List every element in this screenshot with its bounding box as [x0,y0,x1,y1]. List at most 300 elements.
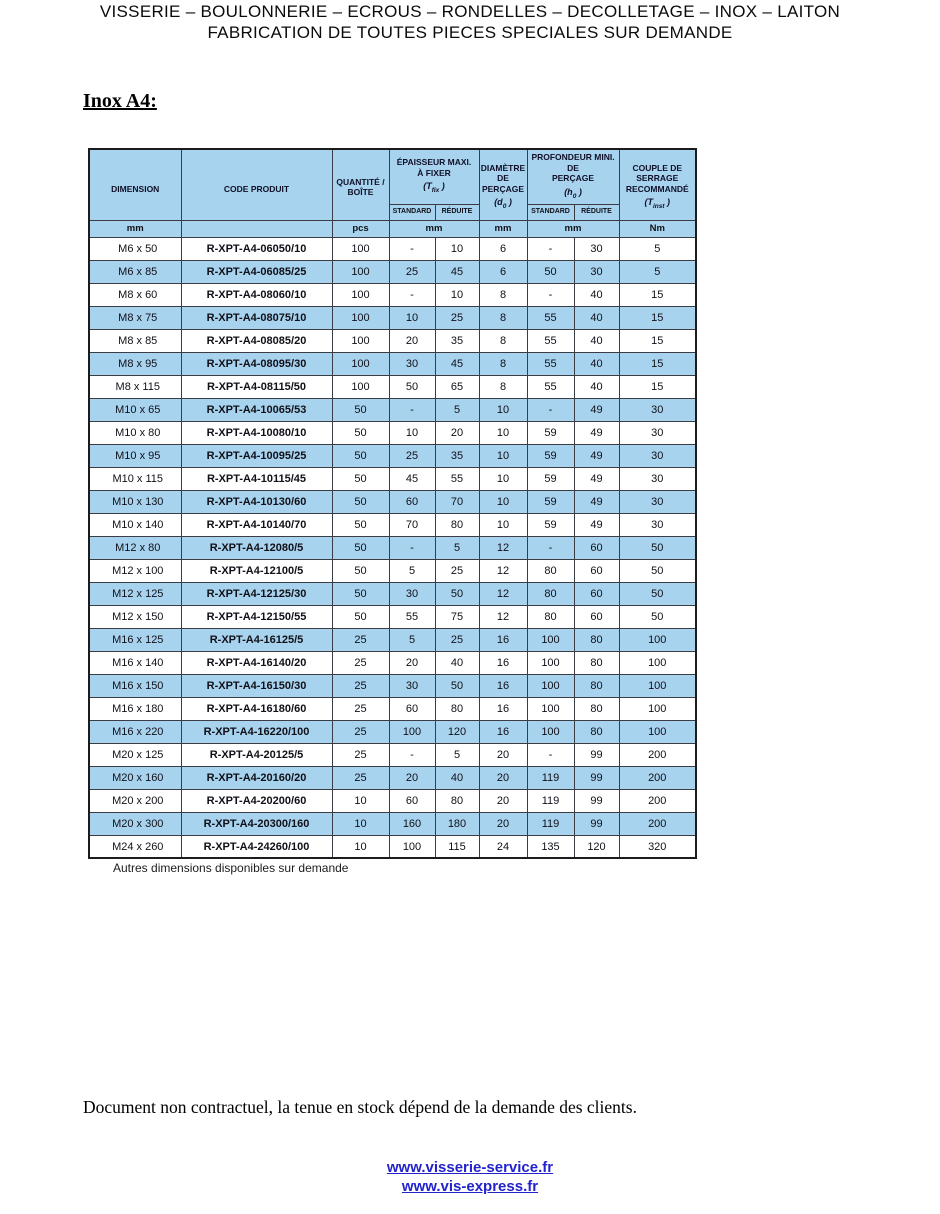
cell-value: 8 [479,329,527,352]
cell-value: 10 [332,789,389,812]
cell-value: 100 [527,674,574,697]
cell-value: 80 [527,582,574,605]
cell-value: 8 [479,352,527,375]
cell-value: 50 [435,582,479,605]
cell-value: 100 [619,697,696,720]
cell-value: 10 [389,306,435,329]
cell-value: 6 [479,260,527,283]
cell-value: 25 [332,743,389,766]
cell-value: - [389,536,435,559]
unit-diametre: mm [479,220,527,237]
table-row [89,812,696,835]
cell-dimension: M12 x 150 [89,605,181,628]
product-table [88,148,697,859]
cell-value: 59 [527,467,574,490]
cell-value: 55 [527,329,574,352]
cell-dimension: M10 x 95 [89,444,181,467]
cell-value: 50 [527,260,574,283]
table-row [89,490,696,513]
cell-value: 75 [435,605,479,628]
cell-value: 20 [479,743,527,766]
cell-value: - [527,398,574,421]
cell-value: 70 [389,513,435,536]
cell-value: 50 [332,536,389,559]
col-header-profondeur: PROFONDEUR MINI. DE PERÇAGE ($h_0$ ) [527,149,619,204]
unit-profondeur: mm [527,220,619,237]
unit-dimension: mm [89,220,181,237]
cell-value: 15 [619,329,696,352]
cell-value: 55 [527,306,574,329]
table-row [89,306,696,329]
cell-value: 5 [389,559,435,582]
cell-value: 20 [479,812,527,835]
table-row [89,582,696,605]
cell-value: 50 [332,605,389,628]
cell-value: 20 [435,421,479,444]
cell-value: 40 [574,329,619,352]
table-row [89,720,696,743]
cell-value: 100 [389,720,435,743]
formula-h0: ($h_0$ ) [564,186,582,200]
cell-dimension: M8 x 85 [89,329,181,352]
page-header [0,1,940,43]
cell-value: 25 [332,697,389,720]
cell-dimension: M16 x 150 [89,674,181,697]
cell-dimension: M20 x 200 [89,789,181,812]
cell-value: 50 [619,605,696,628]
cell-value: 65 [435,375,479,398]
cell-value: 15 [619,283,696,306]
cell-value: 115 [435,835,479,858]
cell-value: 55 [527,375,574,398]
cell-value: 60 [574,582,619,605]
cell-dimension: M10 x 65 [89,398,181,421]
link-visserie-service[interactable]: www.visserie-service.fr [386,1159,554,1176]
cell-value: 50 [332,513,389,536]
cell-dimension: M16 x 220 [89,720,181,743]
cell-value: 59 [527,421,574,444]
cell-value: 49 [574,398,619,421]
cell-value: 100 [527,628,574,651]
cell-code-produit: R-XPT-A4-12100/5 [181,559,332,582]
cell-value: 10 [332,812,389,835]
cell-value: 10 [479,513,527,536]
unit-couple: Nm [619,220,696,237]
cell-code-produit: R-XPT-A4-20300/160 [181,812,332,835]
cell-value: 30 [389,582,435,605]
cell-value: 20 [389,766,435,789]
formula-d0: ($d_0$ ) [494,197,512,210]
cell-value: 200 [619,766,696,789]
table-row [89,766,696,789]
cell-dimension: M12 x 125 [89,582,181,605]
cell-value: 10 [479,444,527,467]
cell-value: 25 [332,651,389,674]
cell-value: 100 [619,628,696,651]
cell-value: 16 [479,720,527,743]
table-row [89,651,696,674]
cell-code-produit: R-XPT-A4-12150/55 [181,605,332,628]
cell-value: 70 [435,490,479,513]
cell-dimension: M10 x 80 [89,421,181,444]
cell-value: 50 [332,559,389,582]
cell-value: 16 [479,651,527,674]
footer-links [0,1158,940,1196]
cell-value: 50 [332,444,389,467]
cell-value: 135 [527,835,574,858]
col-header-couple: COUPLE DE SERRAGE RECOMMANDÉ ($T_{inst}$ ) [619,149,696,220]
cell-value: 50 [435,674,479,697]
cell-value: 20 [479,789,527,812]
cell-value: 80 [574,651,619,674]
cell-value: 30 [619,467,696,490]
cell-value: 80 [527,605,574,628]
cell-value: 60 [389,490,435,513]
section-title: Inox A4: [83,90,157,112]
cell-dimension: M10 x 130 [89,490,181,513]
table-row [89,835,696,858]
cell-code-produit: R-XPT-A4-08075/10 [181,306,332,329]
cell-value: 49 [574,467,619,490]
cell-value: 119 [527,789,574,812]
cell-dimension: M6 x 85 [89,260,181,283]
cell-value: 30 [574,260,619,283]
cell-value: 25 [332,720,389,743]
cell-value: 120 [435,720,479,743]
cell-value: 40 [435,766,479,789]
page-header-line2: FABRICATION DE TOUTES PIECES SPECIALES SUR DEMANDE [207,23,733,42]
cell-dimension: M16 x 140 [89,651,181,674]
cell-value: 12 [479,536,527,559]
cell-value: 25 [435,306,479,329]
cell-value: 5 [619,237,696,260]
cell-value: 200 [619,743,696,766]
cell-value: 50 [619,582,696,605]
cell-code-produit: R-XPT-A4-08095/30 [181,352,332,375]
cell-value: 6 [479,237,527,260]
cell-value: 49 [574,444,619,467]
table-row [89,674,696,697]
cell-value: 50 [332,582,389,605]
cell-value: 80 [435,697,479,720]
table-row [89,536,696,559]
table-row [89,329,696,352]
cell-value: 40 [574,306,619,329]
disclaimer-text: Document non contractuel, la tenue en stock dépend de la demande des clients. [83,1097,637,1117]
cell-value: 45 [435,352,479,375]
table-row [89,467,696,490]
unit-quantite: pcs [332,220,389,237]
cell-value: - [389,398,435,421]
cell-value: 80 [435,789,479,812]
cell-value: 100 [332,375,389,398]
subcol-profondeur-reduite: RÉDUITE [574,204,619,220]
table-footnote: Autres dimensions disponibles sur demande [113,861,349,875]
cell-value: 55 [389,605,435,628]
cell-value: - [389,743,435,766]
cell-code-produit: R-XPT-A4-20200/60 [181,789,332,812]
cell-value: 10 [332,835,389,858]
cell-value: 100 [527,720,574,743]
cell-value: 200 [619,812,696,835]
cell-value: 49 [574,513,619,536]
cell-value: 24 [479,835,527,858]
cell-dimension: M8 x 115 [89,375,181,398]
cell-value: 35 [435,329,479,352]
cell-value: 5 [435,743,479,766]
table-row [89,444,696,467]
cell-value: 30 [619,513,696,536]
cell-value: 25 [389,260,435,283]
cell-value: 40 [435,651,479,674]
cell-dimension: M20 x 160 [89,766,181,789]
link-vis-express[interactable]: www.vis-express.fr [401,1178,539,1195]
cell-value: 59 [527,513,574,536]
cell-value: 99 [574,743,619,766]
cell-value: 100 [619,651,696,674]
cell-value: 100 [332,306,389,329]
cell-code-produit: R-XPT-A4-24260/100 [181,835,332,858]
cell-value: 20 [389,329,435,352]
cell-code-produit: R-XPT-A4-10080/10 [181,421,332,444]
cell-value: 10 [479,490,527,513]
table-row [89,421,696,444]
cell-dimension: M8 x 95 [89,352,181,375]
table-row [89,513,696,536]
page-header-line1: VISSERIE – BOULONNERIE – ECROUS – RONDELLES – DECOLLETAGE – INOX – LAITON [99,2,841,21]
subcol-epaisseur-reduite: RÉDUITE [435,204,479,220]
cell-value: 10 [389,421,435,444]
table-row [89,789,696,812]
cell-value: - [389,237,435,260]
cell-value: 50 [619,536,696,559]
cell-value: - [527,536,574,559]
cell-code-produit: R-XPT-A4-10065/53 [181,398,332,421]
cell-value: 60 [574,605,619,628]
cell-value: 45 [389,467,435,490]
cell-code-produit: R-XPT-A4-08115/50 [181,375,332,398]
cell-value: 99 [574,789,619,812]
cell-value: 12 [479,605,527,628]
cell-value: 20 [479,766,527,789]
cell-code-produit: R-XPT-A4-12080/5 [181,536,332,559]
subcol-profondeur-standard: STANDARD [527,204,574,220]
cell-value: 30 [619,398,696,421]
cell-value: 8 [479,283,527,306]
cell-value: 35 [435,444,479,467]
cell-value: 320 [619,835,696,858]
cell-value: 60 [574,536,619,559]
cell-dimension: M20 x 125 [89,743,181,766]
col-header-quantite-boite: QUANTITÉ / BOÎTE [332,149,389,220]
cell-value: 40 [574,375,619,398]
cell-value: 100 [527,697,574,720]
cell-value: 5 [389,628,435,651]
cell-value: 5 [435,398,479,421]
table-row [89,375,696,398]
table-row [89,283,696,306]
cell-value: 80 [574,674,619,697]
cell-value: 20 [389,651,435,674]
cell-value: 30 [389,674,435,697]
cell-value: 119 [527,766,574,789]
cell-dimension: M8 x 75 [89,306,181,329]
cell-value: 15 [619,375,696,398]
cell-value: 25 [332,674,389,697]
cell-value: 99 [574,812,619,835]
table-row [89,398,696,421]
cell-value: 30 [389,352,435,375]
cell-value: 25 [332,628,389,651]
cell-value: 30 [574,237,619,260]
cell-value: 8 [479,306,527,329]
cell-value: 10 [479,467,527,490]
cell-value: 50 [619,559,696,582]
cell-code-produit: R-XPT-A4-16140/20 [181,651,332,674]
cell-value: 10 [435,237,479,260]
table-row [89,605,696,628]
cell-value: 25 [435,628,479,651]
cell-value: 16 [479,674,527,697]
cell-value: 5 [619,260,696,283]
cell-code-produit: R-XPT-A4-10115/45 [181,467,332,490]
cell-dimension: M8 x 60 [89,283,181,306]
cell-value: - [527,743,574,766]
cell-value: 120 [574,835,619,858]
cell-value: 55 [435,467,479,490]
cell-value: - [527,237,574,260]
table-row [89,559,696,582]
cell-value: 100 [527,651,574,674]
cell-value: 50 [332,421,389,444]
cell-value: 16 [479,628,527,651]
cell-value: 50 [332,490,389,513]
cell-value: 30 [619,490,696,513]
cell-dimension: M10 x 140 [89,513,181,536]
formula-tfix: ($T_{fix}$ ) [423,181,445,195]
cell-code-produit: R-XPT-A4-06085/25 [181,260,332,283]
cell-value: 119 [527,812,574,835]
cell-code-produit: R-XPT-A4-10130/60 [181,490,332,513]
cell-dimension: M16 x 125 [89,628,181,651]
cell-value: 100 [332,352,389,375]
cell-code-produit: R-XPT-A4-08060/10 [181,283,332,306]
cell-value: 16 [479,697,527,720]
cell-code-produit: R-XPT-A4-16180/60 [181,697,332,720]
cell-value: 59 [527,444,574,467]
cell-value: 100 [332,329,389,352]
cell-value: 80 [574,628,619,651]
cell-dimension: M12 x 80 [89,536,181,559]
cell-value: 55 [527,352,574,375]
cell-code-produit: R-XPT-A4-06050/10 [181,237,332,260]
cell-value: 15 [619,352,696,375]
cell-value: 25 [435,559,479,582]
cell-value: 180 [435,812,479,835]
cell-value: 80 [435,513,479,536]
cell-value: 12 [479,582,527,605]
cell-value: 60 [389,789,435,812]
cell-code-produit: R-XPT-A4-16150/30 [181,674,332,697]
cell-dimension: M24 x 260 [89,835,181,858]
cell-code-produit: R-XPT-A4-12125/30 [181,582,332,605]
col-header-diametre: DIAMÈTRE DE PERÇAGE ($d_0$ ) [479,149,527,220]
cell-code-produit: R-XPT-A4-16125/5 [181,628,332,651]
table-row [89,628,696,651]
cell-value: 45 [435,260,479,283]
cell-value: 100 [332,237,389,260]
cell-value: 50 [332,467,389,490]
cell-value: 60 [574,559,619,582]
cell-value: 160 [389,812,435,835]
cell-value: 10 [479,398,527,421]
table-body [89,237,696,858]
cell-value: 8 [479,375,527,398]
cell-value: 15 [619,306,696,329]
table-row [89,352,696,375]
col-header-epaisseur: ÉPAISSEUR MAXI. À FIXER ($T_{fix}$ ) [389,149,479,204]
cell-value: 5 [435,536,479,559]
cell-value: 100 [619,674,696,697]
cell-value: 100 [332,260,389,283]
cell-value: 80 [527,559,574,582]
cell-value: 100 [619,720,696,743]
cell-value: 30 [619,421,696,444]
cell-value: 50 [389,375,435,398]
cell-value: 25 [332,766,389,789]
formula-tinst: ($T_{inst}$ ) [644,197,671,210]
cell-value: 100 [389,835,435,858]
cell-value: 30 [619,444,696,467]
cell-value: 49 [574,490,619,513]
cell-value: 10 [479,421,527,444]
cell-code-produit: R-XPT-A4-20125/5 [181,743,332,766]
cell-value: 25 [389,444,435,467]
unit-epaisseur: mm [389,220,479,237]
cell-dimension: M12 x 100 [89,559,181,582]
cell-value: 40 [574,283,619,306]
cell-value: 100 [332,283,389,306]
subcol-epaisseur-standard: STANDARD [389,204,435,220]
cell-value: 200 [619,789,696,812]
cell-value: 10 [435,283,479,306]
cell-value: 99 [574,766,619,789]
cell-value: 60 [389,697,435,720]
cell-code-produit: R-XPT-A4-10095/25 [181,444,332,467]
table-row [89,260,696,283]
cell-code-produit: R-XPT-A4-20160/20 [181,766,332,789]
cell-value: 80 [574,697,619,720]
cell-dimension: M20 x 300 [89,812,181,835]
cell-code-produit: R-XPT-A4-08085/20 [181,329,332,352]
cell-dimension: M10 x 115 [89,467,181,490]
table-row [89,697,696,720]
cell-value: 49 [574,421,619,444]
col-header-dimension: DIMENSION [89,149,181,220]
cell-value: 50 [332,398,389,421]
cell-value: 12 [479,559,527,582]
unit-code [181,220,332,237]
cell-code-produit: R-XPT-A4-10140/70 [181,513,332,536]
cell-code-produit: R-XPT-A4-16220/100 [181,720,332,743]
cell-value: 80 [574,720,619,743]
col-header-code-produit: CODE PRODUIT [181,149,332,220]
cell-value: - [389,283,435,306]
cell-value: 40 [574,352,619,375]
cell-value: - [527,283,574,306]
cell-value: 59 [527,490,574,513]
cell-dimension: M16 x 180 [89,697,181,720]
